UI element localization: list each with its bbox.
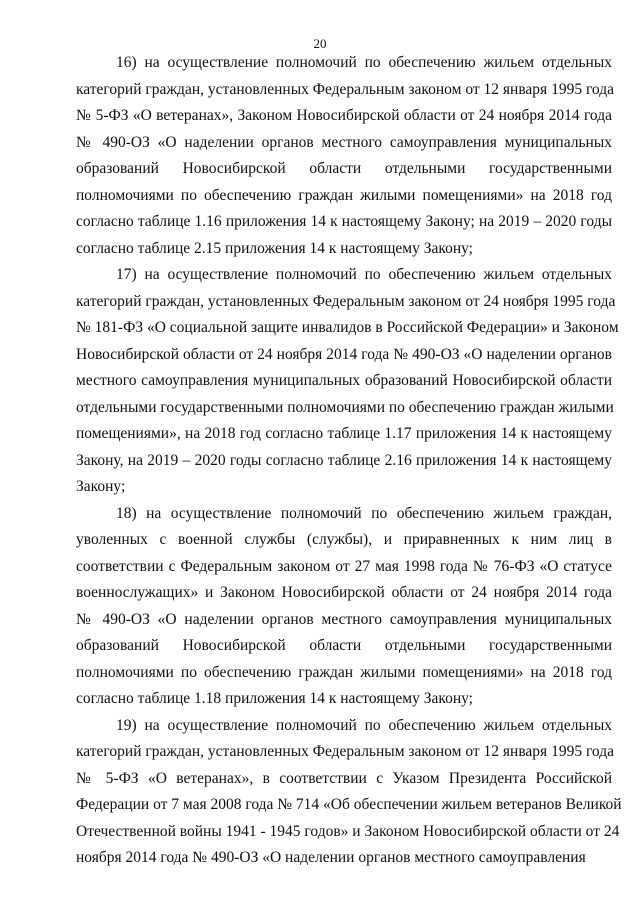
paragraph-18 <box>76 501 612 713</box>
text-line: № 490-ОЗ «О наделении органов местного самоуправления муниципальных <box>76 133 612 151</box>
text-line: полномочиями по обеспечению граждан жилыми помещениями» на 2018 год <box>76 663 612 681</box>
paragraph-19 <box>76 713 622 872</box>
paragraph-16 <box>76 50 612 262</box>
text-line: категорий граждан, установленных Федеральным законом от 12 января 1995 года <box>76 743 614 760</box>
paragraph-17 <box>76 262 619 501</box>
text-line: категорий граждан, установленных Федеральным законом от 24 ноября 1995 года <box>76 292 616 310</box>
text-line: Федерации от 7 мая 2008 года № 714 «Об обеспечении жильем ветеранов Великой <box>76 796 622 813</box>
text-line: 18) на осуществление полномочий по обеспечению жильем граждан, <box>116 504 612 522</box>
text-line: образований Новосибирской области отдельными государственными <box>76 637 612 654</box>
text-line: № 5-ФЗ «О ветеранах», в соответствии с Указом Президента Российской <box>76 769 612 787</box>
text-line: образований Новосибирской области отдельными государственными <box>76 160 612 177</box>
text-line: Отечественной войны 1941 - 1945 годов» и Законом Новосибирской области от 24 <box>76 822 620 840</box>
text-line: № 5-ФЗ «О ветеранах», Законом Новосибирской области от 24 ноября 2014 года <box>76 107 612 124</box>
text-line: отдельными государственными полномочиями по обеспечению граждан жилыми <box>76 398 614 416</box>
page-number: 20 <box>313 36 327 51</box>
text-line: Закону; <box>76 478 126 495</box>
text-line: Закону, на 2019 – 2020 годы согласно таблице 2.16 приложения 14 к настоящему <box>76 451 612 469</box>
text-line: согласно таблице 2.15 приложения 14 к настоящему Закону; <box>76 239 473 257</box>
text-line: категорий граждан, установленных Федеральным законом от 12 января 1995 года <box>76 80 614 98</box>
document-body <box>76 50 622 872</box>
text-line: полномочиями по обеспечению граждан жилыми помещениями» на 2018 год <box>76 186 612 204</box>
text-line: № 490-ОЗ «О наделении органов местного самоуправления муниципальных <box>76 610 612 628</box>
text-line: 17) на осуществление полномочий по обеспечению жильем отдельных <box>116 266 612 283</box>
text-line: военнослужащих» и Законом Новосибирской области от 24 ноября 2014 года <box>76 584 612 601</box>
text-line: 16) на осуществление полномочий по обеспечению жильем отдельных <box>116 54 612 71</box>
text-line: местного самоуправления муниципальных образований Новосибирской области <box>76 372 612 389</box>
text-line: согласно таблице 1.16 приложения 14 к настоящему Закону; на 2019 – 2020 годы <box>76 213 612 230</box>
text-line: Новосибирской области от 24 ноября 2014 года № 490-ОЗ «О наделении органов <box>76 345 612 363</box>
text-line: помещениями», на 2018 год согласно таблице 1.17 приложения 14 к настоящему <box>76 425 612 442</box>
text-line: ноября 2014 года № 490-ОЗ «О наделении органов местного самоуправления <box>76 849 586 866</box>
text-line: № 181-ФЗ «О социальной защите инвалидов в Российской Федерации» и Законом <box>76 319 619 336</box>
text-line: соответствии с Федеральным законом от 27 мая 1998 года № 76-ФЗ «О статусе <box>76 557 612 575</box>
text-line: согласно таблице 1.18 приложения 14 к настоящему Закону; <box>76 690 473 707</box>
text-line: уволенных с военной службы (службы), и приравненных к ним лиц в <box>76 531 612 548</box>
text-line: 19) на осуществление полномочий по обеспечению жильем отдельных <box>116 716 612 734</box>
